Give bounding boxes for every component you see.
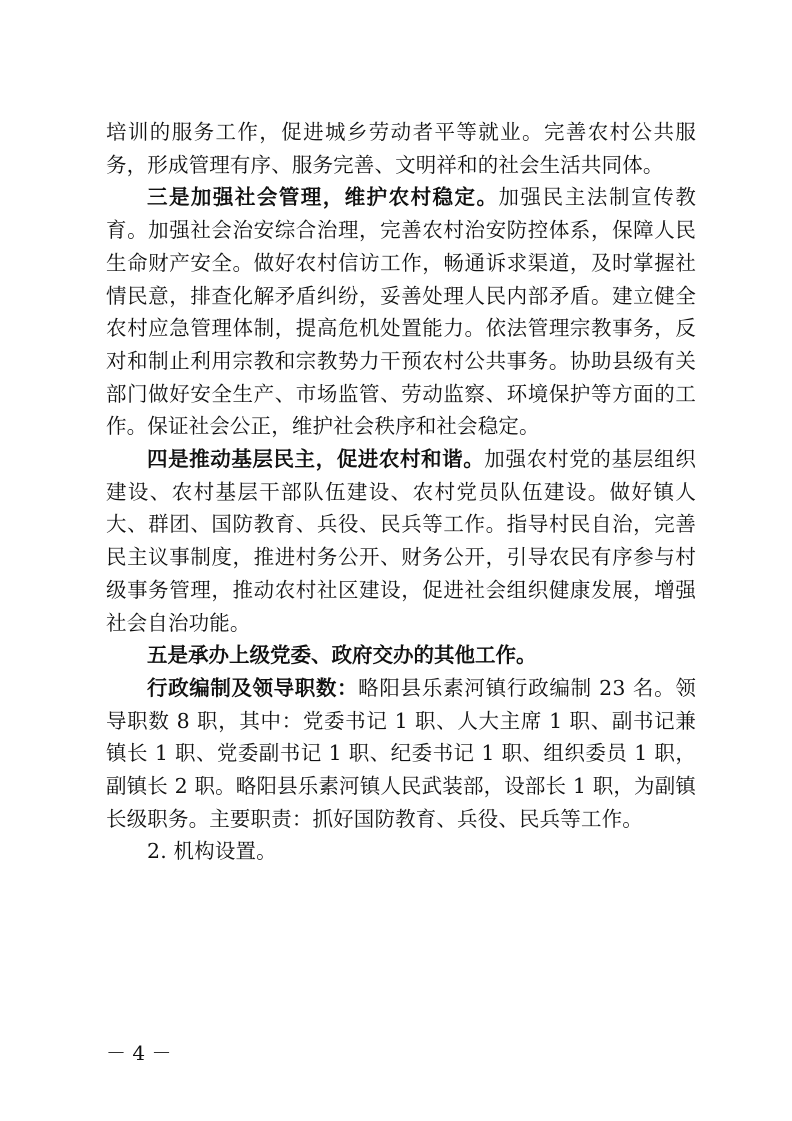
paragraph-grassroots-democracy — [106, 443, 696, 639]
paragraph-text: 加强民主法制宣传教育。加强社会治安综合治理，完善农村治安防控体系，保障人民生命财产安全。做好农村信访工作，畅通诉求渠道，及时掌握社情民意，排查化解矛盾纠纷，妥善处理人民内部矛盾。建立健全农村应急管理体制，提高危机处置能力。依法管理宗教事务，反对和制止利用宗教和宗教势力干预农村公共事务。协助县级有关部门做好安全生产、市场监管、劳动监察、环境保护等方面的工作。保证社会公正，维护社会秩序和社会稳定。 — [106, 185, 697, 439]
paragraph-institution-setup — [106, 835, 696, 868]
paragraph-social-management — [106, 181, 696, 443]
paragraph-heading: 四是推动基层民主，促进农村和谐。 — [147, 447, 485, 472]
page-number: － 4 － — [106, 1041, 172, 1065]
paragraph-staffing — [106, 672, 696, 836]
paragraph-heading: 行政编制及领导职数： — [147, 675, 359, 700]
paragraph-text: 2. 机构设置。 — [147, 839, 277, 864]
paragraph-text: 略阳县乐素河镇行政编制 23 名。领导职数 8 职，其中：党委书记 1 职、人大主席 1 职、副书记兼镇长 1 职、党委副书记 1 职、纪委书记 1 职、组织委员 1 职，副镇长 2 职。略阳县乐素河镇人民武装部，设部长 1 职，为副镇长级职务。主要职责：抓好国防教育、兵役、民兵等工作。 — [106, 675, 696, 831]
paragraph-heading: 三是加强社会管理，维护农村稳定。 — [147, 185, 499, 210]
paragraph-continuation — [106, 116, 696, 181]
paragraph-text: 培训的服务工作，促进城乡劳动者平等就业。完善农村公共服务，形成管理有序、服务完善、文明祥和的社会生活共同体。 — [106, 120, 696, 177]
paragraph-text: 加强农村党的基层组织建设、农村基层干部队伍建设、农村党员队伍建设。做好镇人大、群团、国防教育、兵役、民兵等工作。指导村民自治，完善民主议事制度，推进村务公开、财务公开，引导农民有序参与村级事务管理，推动农村社区建设，促进社会组织健康发展，增强社会自治功能。 — [106, 447, 697, 635]
body-text — [106, 116, 696, 868]
paragraph-heading: 五是承办上级党委、政府交办的其他工作。 — [147, 643, 537, 668]
paragraph-other-work — [106, 639, 696, 672]
